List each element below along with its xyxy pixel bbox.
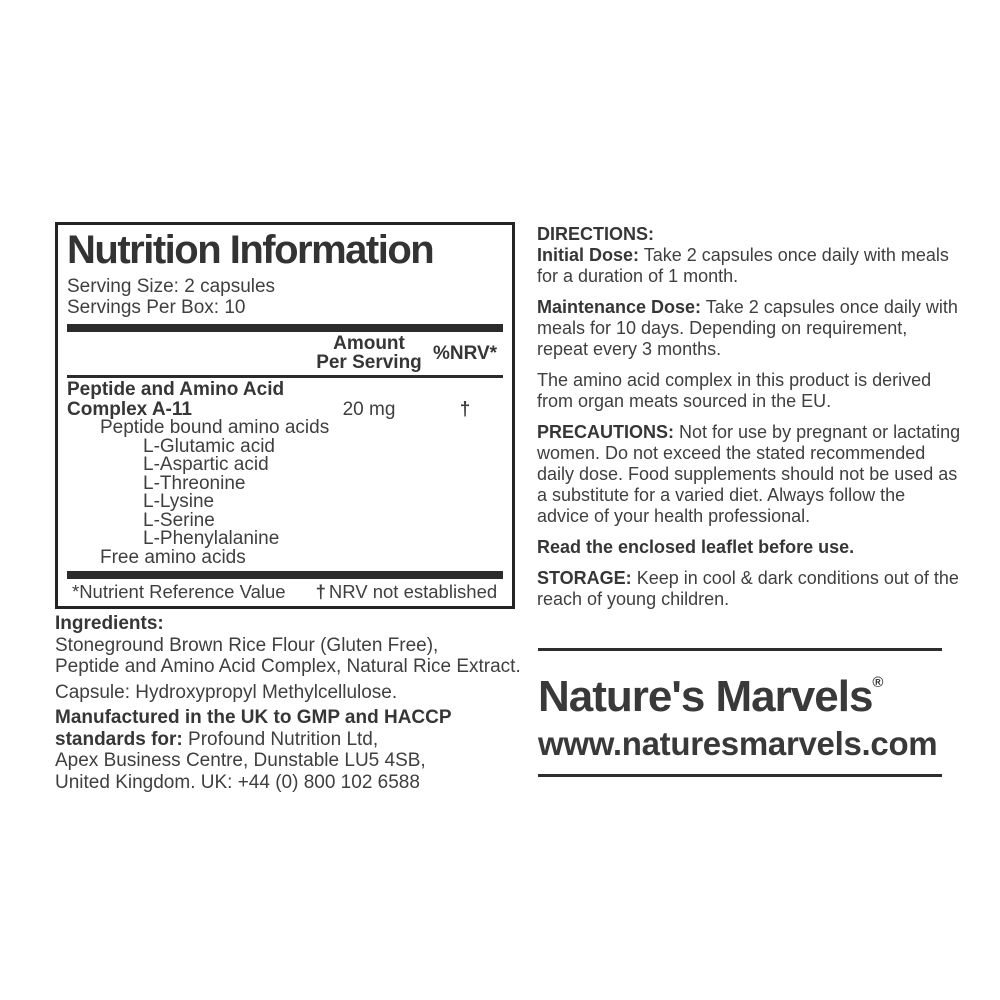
storage-paragraph [537,568,961,610]
panel-title: Nutrition Information [67,228,434,272]
registered-trademark-mark: ® [872,674,884,691]
table-header-row [67,334,503,372]
precautions-paragraph [537,422,961,527]
ingredients-section [55,613,521,793]
nutrition-information-panel [55,222,515,609]
maintenance-dose-label: Maintenance Dose: [537,297,702,317]
ingredients-line: Stoneground Brown Rice Flour (Gluten Free), [55,634,439,656]
brand-website: www.naturesmarvels.com [538,725,938,762]
initial-dose-paragraph [537,245,961,287]
serving-size: Serving Size: 2 capsules [67,276,276,297]
nutrient-name-line1: Peptide and Amino Acid [67,379,285,400]
capsule-line: Capsule: Hydroxypropyl Methylcellulose. [55,681,398,703]
sub-item: L-Lysine [143,491,215,512]
sub-item: L-Threonine [143,472,246,494]
amount-header-line1: Amount [333,333,405,354]
thick-divider-top [67,324,503,332]
leaflet-notice: Read the enclosed leaflet before use. [537,537,855,557]
nutrient-nrv-dagger: † [459,398,471,420]
sub-item: Free amino acids [100,546,246,568]
left-column [55,222,521,793]
nutrient-name [67,380,311,419]
maintenance-dose-paragraph [537,297,961,360]
servings-per-box: Servings Per Box: 10 [67,297,246,318]
manufacturer-line2 [55,729,515,751]
footnotes-row [67,582,503,602]
storage-text: Keep in cool & dark conditions out of the reach of young children. [537,568,959,609]
manufacturer-name: Profound Nutrition Ltd, [182,728,379,750]
sub-item: L-Serine [143,509,215,531]
sub-item: L-Glutamic acid [143,435,275,457]
precautions-label: PRECAUTIONS: [537,422,675,442]
sub-item: Peptide bound amino acids [100,417,330,438]
initial-dose-label: Initial Dose: [537,245,640,265]
thin-divider [67,375,503,378]
brand-divider-top [538,648,942,651]
storage-label: STORAGE: [537,568,632,588]
manufacturer-address: Apex Business Centre, Dunstable LU5 4SB, [55,750,426,771]
precautions-text: Not for use by pregnant or lactating women. Do not exceed the stated recommended daily dose. Food supplements should not be used as a substitute for a varied diet. Always follow the advice of your health professional. [537,422,961,526]
nutrient-row [67,380,503,419]
manufacturer-heading-line2: standards for: [55,728,183,750]
footnote-dagger-group [316,582,498,602]
usage-information-column [537,224,961,620]
column-header-amount [311,334,427,372]
thick-divider-bottom [67,571,503,579]
nutrient-name-line2: Complex A-11 [67,398,192,420]
initial-dose-text: Take 2 capsules once daily with meals for a duration of 1 month. [537,245,949,286]
dagger-symbol: † [315,581,326,602]
footnote-dagger-text: NRV not established [328,581,498,602]
manufacturer-phone: United Kingdom. UK: +44 (0) 800 102 6588 [55,771,420,793]
maintenance-dose-text: Take 2 capsules once daily with meals for 10 days. Depending on requirement, repeat every 3 months. [537,297,958,359]
brand-name: Nature's Marvels® [538,672,884,721]
nutrient-amount-value: 20 mg [342,398,396,420]
sub-item: L-Aspartic acid [143,454,269,475]
ingredients-line: Peptide and Amino Acid Complex, Natural Rice Extract. [55,656,521,677]
amount-header-line2: Per Serving [316,352,422,373]
directions-heading: DIRECTIONS: [537,224,654,244]
footnote-nrv: *Nutrient Reference Value [72,581,286,602]
brand-divider-bottom [538,774,942,777]
amino-acid-source-paragraph: The amino acid complex in this product is derived from organ meats sourced in the EU. [537,370,932,411]
manufacturer-heading-line1: Manufactured in the UK to GMP and HACCP [55,707,452,728]
column-header-nrv: %NRV* [432,342,498,364]
brand-block [538,648,942,777]
ingredients-heading: Ingredients: [55,613,164,634]
sub-item: L-Phenylalanine [143,528,280,549]
